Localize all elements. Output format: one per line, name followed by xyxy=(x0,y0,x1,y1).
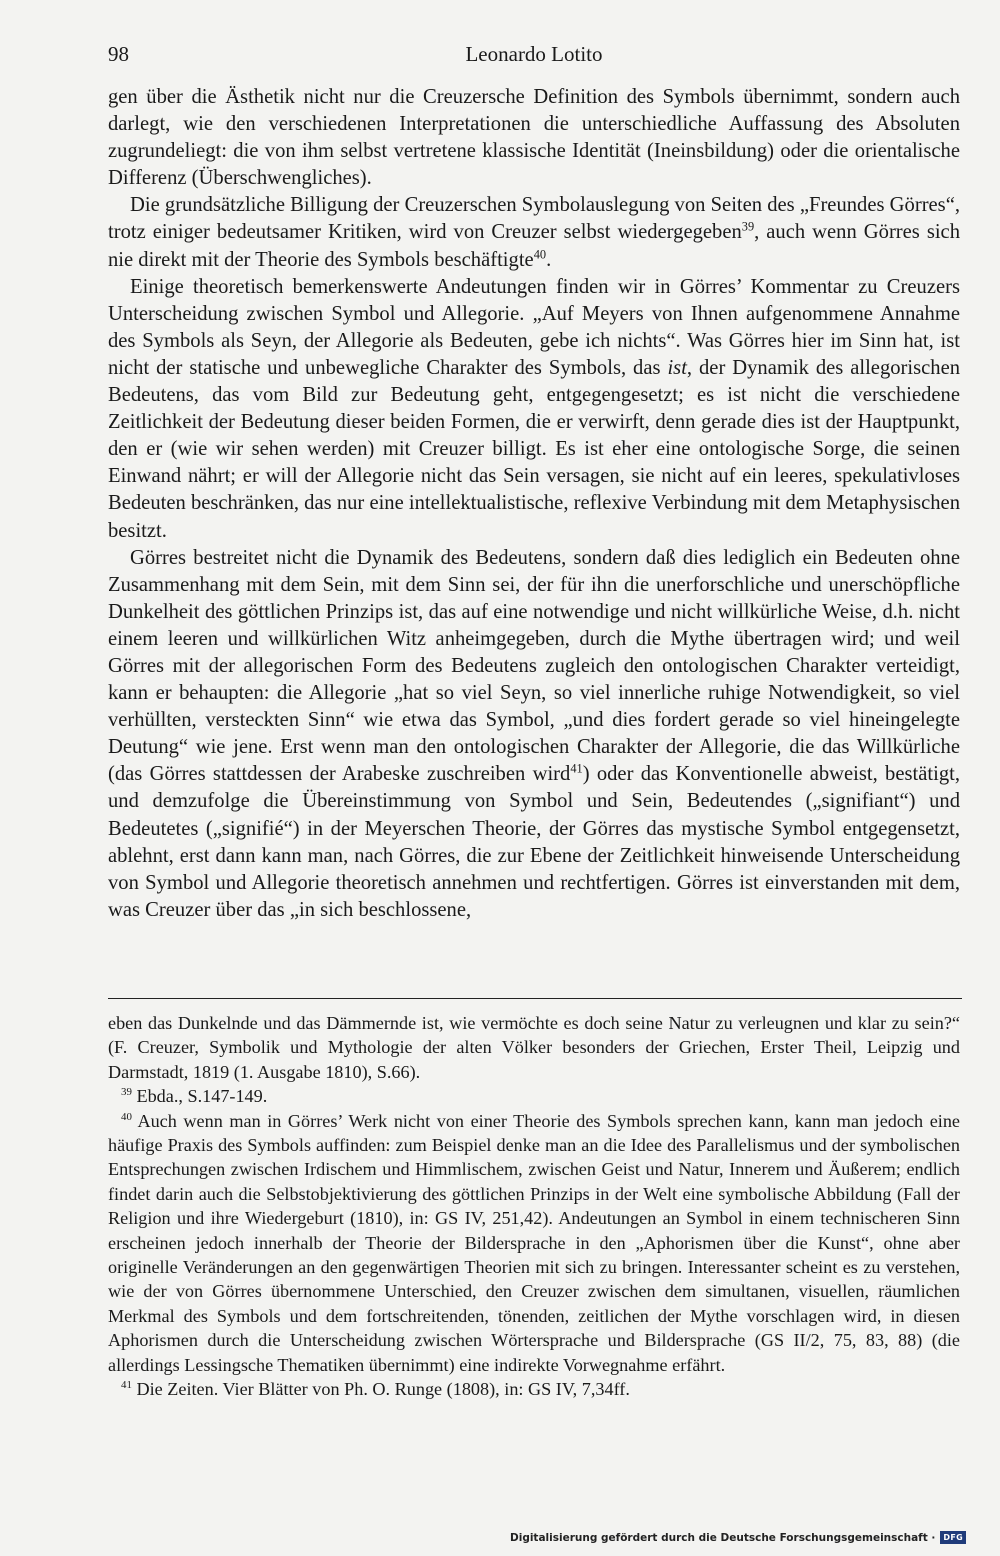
footnote-ref-39[interactable]: 39 xyxy=(741,219,755,234)
paragraph-3-italic-ist: ist xyxy=(667,356,687,379)
body-text xyxy=(108,84,960,924)
footnote-divider xyxy=(108,998,962,999)
page-number: 98 xyxy=(108,42,129,66)
footnote-41-number: 41 xyxy=(121,1379,132,1392)
paragraph-4 xyxy=(108,545,960,924)
paragraph-2-text-a: Die grundsätzliche Billigung der Creuzerschen Symbolauslegung von Seiten des „Freundes Görres“, trotz einiger bedeutsamer Kritiken, wird von Creuzer selbst wiedergegeben xyxy=(108,194,960,244)
footnote-39-number: 39 xyxy=(121,1086,132,1099)
paragraph-3 xyxy=(108,274,960,545)
footnote-40-text: Auch wenn man in Görres’ Werk nicht von einer Theorie des Symbols sprechen kann, kann man jedoch eine häufige Praxis des Symbols auffinden: zum Beispiel denke man an die Idee des Parallelismus und der symbolischen Entsprechungen zwischen Irdischem und Himmlischem, zwischen Geist und Natur, Innerem und Äußerem; endlich findet darin auch die Selbstobjektivierung des göttlichen Prinzips in der Welt eine symbolische Abbildung (Fall der Religion und ihre Wiedergeburt (1810), in: GS IV, 251,42). Andeutungen an Symbol in einem technischeren Sinn erscheinen jedoch innerhalb der Theorie der Bildersprache in den „Aphorismen über die Kunst“, ohne aber originelle Veränderungen an den gegenwärtigen Theorien mit sich zu bringen. Interessanter scheint es zu verstehen, wie der von Görres übernommene Unterschied, den Creuzer zwischen dem simultanen, visuellen, räumlichen Merkmal des Symbols und dem fortschreitenden, tönenden, zeitlichen der Mythe vorschlagen wird, in diesen Aphorismen durch die Unterscheidung zwischen Wörtersprache und Bildersprache (GS II/2, 75, 83, 88) (die allerdings Lessingsche Thematiken übernimmt) eine indirekte Vorwegnahme erfährt. xyxy=(108,1110,960,1375)
footnote-continuation: eben das Dunkelnde und das Dämmernde ist, wie vermöchte es doch seine Natur zu verleugnen und klar zu sein?“ (F. Creuzer, Symbolik und Mythologie der alten Völker besonders der Griechen, Erster Theil, Leipzig und Darmstadt, 1819 (1. Ausgabe 1810), S.66). xyxy=(108,1013,960,1082)
footnote-40 xyxy=(108,1109,960,1377)
footnote-41-text: Die Zeiten. Vier Blätter von Ph. O. Runge (1808), in: GS IV, 7,34ff. xyxy=(131,1379,630,1400)
paragraph-4-text-b: ) oder das Konventionelle abweist, bestätigt, und demzufolge die Übereinstimmung von Symbol und Sein, Bedeutendes („signifiant“) und Bedeutetes („signifié“) in der Meyerschen Theorie, der Görres das mystische Symbol entgegensetzt, ablehnt, erst dann kann man, nach Görres, die zur Ebene der Zeitlichkeit hinweisende Unterscheidung von Symbol und Allegorie theoretisch annehmen und rechtfertigen. Görres ist einverstanden mit dem, was Creuzer über das „in sich beschlossene, xyxy=(108,763,960,921)
paragraph-3-text-a: Einige theoretisch bemerkenswerte Andeutungen finden wir in Görres’ Kommentar zu Creuzers Unterscheidung zwischen Symbol und Allegorie. „Auf Meyers von Ihnen aufgenommene Annahme des Symbols als Seyn, der Allegorie als Bedeuten, gebe ich nichts“. Was Görres hier im Sinn hat, ist nicht der statische und unbewegliche Charakter des Symbols, das xyxy=(108,275,960,379)
footnote-ref-41[interactable]: 41 xyxy=(570,761,583,776)
paragraph-4-text-a: Görres bestreitet nicht die Dynamik des Bedeutens, sondern daß dies lediglich ein Bedeuten ohne Zusammenhang mit dem Sein, mit dem Sinn sei, der für ihn die unerforschliche und unerschöpfliche Dunkelheit des göttlichen Prinzips ist, das auf eine notwendige und nicht willkürliche Weise, d.h. nicht einem leeren und willkürlichen Witz anheimgegeben, durch die Mythe übertragen wird; und weil Görres mit der allegorischen Form des Bedeutens zugleich den ontologischen Charakter verteidigt, kann er behaupten: die Allegorie „hat so viel Seyn, so viel innerliche ruhige Notwendigkeit, so viel verhüllten, versteckten Sinn“ wie etwa das Symbol, „und dies fordert gerade so viel hineingelegte Deutung“ wie jene. Erst wenn man den ontologischen Charakter der Allegorie, die das Willkürliche (das Görres stattdessen der Arabeske zuschreiben wird xyxy=(108,546,960,786)
footnote-39 xyxy=(108,1084,960,1108)
footnote-39-text: Ebda., S.147-149. xyxy=(131,1086,268,1107)
paragraph-3-text-b: , der Dynamik des allegorischen Bedeutens, das vom Bild zur Bedeutung geht, entgegengesetzt; es ist nicht die verschiedene Zeitlichkeit der Bedeutung dieser beiden Formen, die er verwirft, denn gerade dies ist der Hauptpunkt, den er (wie wir sehen werden) mit Creuzer billigt. Es ist eher eine ontologische Sorge, die seinen Einwand nährt; er will der Allegorie nicht das Sein versagen, sie nicht auf ein leeres, spekulativloses Bedeuten beschränken, das nur eine intellektualistische, reflexive Verbindung mit dem Metaphysischen besitzt. xyxy=(108,356,961,542)
digitization-credit xyxy=(510,1531,966,1544)
dfg-logo: DFG xyxy=(940,1531,966,1544)
paragraph-2 xyxy=(108,192,960,273)
footnote-41 xyxy=(108,1377,960,1401)
footnote-40-number: 40 xyxy=(121,1110,132,1123)
paragraph-2-text-b: , auch wenn Görres sich nie direkt mit der Theorie des Symbols beschäftigte xyxy=(108,221,960,271)
running-head: Leonardo Lotito xyxy=(465,42,603,66)
paragraph-2-text-c: . xyxy=(546,248,552,271)
paragraph-1: gen über die Ästhetik nicht nur die Creuzersche Definition des Symbols übernimmt, sondern auch darlegt, wie den verschiedenen Interpretationen die unterschiedliche Auffassung des Absoluten zugrundeliegt: die von ihm selbst vertretene klassische Identität (Ineinsbildung) oder die orientalische Differenz (Überschwengliches). xyxy=(108,86,960,190)
page-header xyxy=(108,42,960,72)
footnotes xyxy=(108,1011,960,1402)
credit-text: Digitalisierung gefördert durch die Deutsche Forschungsgemeinschaft · xyxy=(510,1531,936,1544)
footnote-ref-40[interactable]: 40 xyxy=(533,246,547,261)
